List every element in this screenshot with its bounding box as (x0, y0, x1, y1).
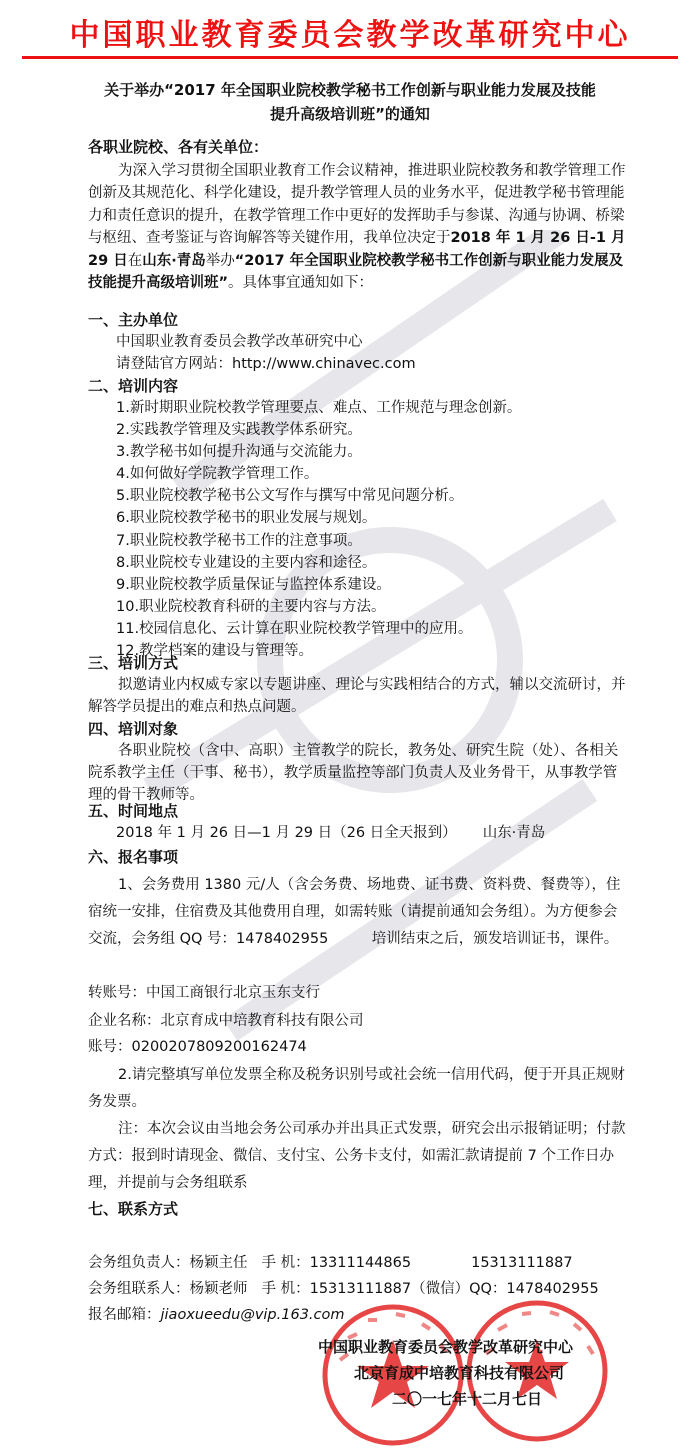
section-heading-time-place: 五、时间地点 (88, 802, 179, 820)
list-item: 2.实践教学管理及实践教学体系研究。 (116, 422, 362, 439)
signature-org2: 北京育成中培教育科技有限公司 (354, 1364, 565, 1382)
website-link[interactable]: 请登陆官方网站：http://www.chinavec.com (116, 356, 416, 372)
invoice-instruction: 2.请完整填写单位发票全称及税务识别号或社会统一信用代码，便于开具正规财务发票。 (88, 1067, 625, 1110)
list-item: 1.新时期职业院校教学管理要点、难点、工作规范与理念创新。 (116, 400, 522, 416)
payment-note: 注：本次会议由当地会务公司承办并出具正式发票，研究会出示报销证明；付款方式：报到时请现金、微信、支付宝、公务卡支付，如需汇款请提前 7 个工作日办理，并提前与会务组联系 (88, 1121, 626, 1191)
list-item: 8.职业院校专业建设的主要内容和途径。 (116, 554, 377, 571)
bank-name: 转账号：中国工商银行北京玉东支行 (88, 985, 320, 1001)
phone-number[interactable]: 13311144865 (309, 1255, 412, 1271)
list-item: 10.职业院校教育科研的主要内容与方法。 (116, 598, 386, 615)
contact-manager-label: 会务组负责人：杨颖主任 (88, 1255, 248, 1271)
section-heading-contact: 七、联系方式 (88, 1200, 179, 1218)
section-heading-audience: 四、培训对象 (88, 720, 179, 738)
training-method-text: 拟邀请业内权威专家以专题讲座、理论与实践相结合的方式，辅以交流研讨，并解答学员提出的难点和热点问题。 (88, 677, 626, 715)
list-item: 6.职业院校教学秘书的职业发展与规划。 (116, 510, 377, 527)
event-place: 山东·青岛 (482, 825, 546, 841)
phone-label: 手 机： (261, 1255, 310, 1271)
notice-title (70, 78, 630, 126)
section-heading-content: 二、培训内容 (88, 377, 179, 395)
salutation: 各职业院校、各有关单位： (88, 138, 269, 156)
organizer-name: 中国职业教育委员会教学改革研究中心 (116, 334, 363, 350)
signature-org1: 中国职业教育委员会教学改革研究中心 (318, 1338, 574, 1356)
list-item: 4.如何做好学院教学管理工作。 (116, 466, 319, 483)
letterhead-title: 中国职业教育委员会教学改革研究中心 (69, 18, 631, 53)
signature-date: 二〇一七年十二月七日 (392, 1390, 543, 1408)
company-name: 企业名称：北京育成中培教育科技有限公司 (88, 1013, 364, 1029)
list-item: 11.校园信息化、云计算在职业院校教学管理中的应用。 (116, 620, 473, 637)
notice-title-line2: 提升高级培训班”的通知 (270, 105, 430, 123)
intro-paragraph: 为深入学习贯彻全国职业教育工作会议精神，推进职业院校教务和教学管理工作创新及其规范化、科学化建设，提升教学管理人员的业务水平，促进教学秘书管理能力和责任意识的提升，在教学管理工作中更好的发挥助手与参谋、沟通与协调、桥梁与枢纽、查考鉴证与咨询解答等关键作用，我单位决定于2018 年 1 月 26 日-1 月 29 日在山东·青岛举办“2017 年全国职业院校教学秘书工作创新与职业能力发展及技能提升高级培训班”。具体事宜通知如下： (88, 163, 626, 292)
contact-staff-label: 会务组联系人：杨颖老师 (88, 1281, 248, 1297)
time-place-line (88, 822, 656, 844)
phone-label: 手 机： (261, 1281, 310, 1297)
email-label: 报名邮箱： (88, 1307, 161, 1323)
list-item: 12.教学档案的建设与管理等。 (116, 643, 314, 660)
list-item: 9.职业院校教学质量保证与监控体系建设。 (116, 576, 391, 593)
email-link[interactable]: jiaoxueedu@vip.163.com (160, 1307, 345, 1323)
account-number: 账号：0200207809200162474 (88, 1039, 307, 1055)
section-heading-registration: 六、报名事项 (88, 848, 179, 866)
section-heading-method: 三、培训方式 (88, 654, 179, 672)
list-item: 7.职业院校教学秘书工作的注意事项。 (116, 532, 362, 549)
notice-title-line1: 关于举办“2017 年全国职业院校教学秘书工作创新与职业能力发展及技能 (104, 81, 596, 99)
phone-number[interactable]: 15313111887 (471, 1255, 573, 1271)
phone-number[interactable]: 15313111887（微信）QQ：1478402955 (309, 1281, 599, 1297)
list-item: 3.教学秘书如何提升沟通与交流能力。 (116, 444, 362, 461)
contact-row-manager (88, 1252, 628, 1274)
event-time: 2018 年 1 月 26 日—1 月 29 日（26 日全天报到） (116, 825, 457, 841)
training-content-list (88, 397, 656, 662)
section-heading-organizer: 一、主办单位 (88, 311, 179, 329)
registration-fee-text: 1、会务费用 1380 元/人（含会务费、场地费、证书费、资料费、餐费等），住宿统一安排，住宿费及其他费用自理，如需转账（请提前通知会务组）。为方便参会交流，会务组 QQ 号：1478402955 培训结束之后，颁发培训证书，课件。 (88, 877, 621, 947)
training-audience-text: 各职业院校（含中、高职）主管教学的院长，教务处、研究生院（处）、各相关院系教学主任（干事、秘书），教学质量监控等部门负责人及业务骨干，从事教学管理的骨干教师等。 (88, 743, 619, 803)
letterhead-rule (22, 56, 678, 59)
list-item: 5.职业院校教学秘书公文写作与撰写中常见问题分析。 (116, 488, 464, 505)
